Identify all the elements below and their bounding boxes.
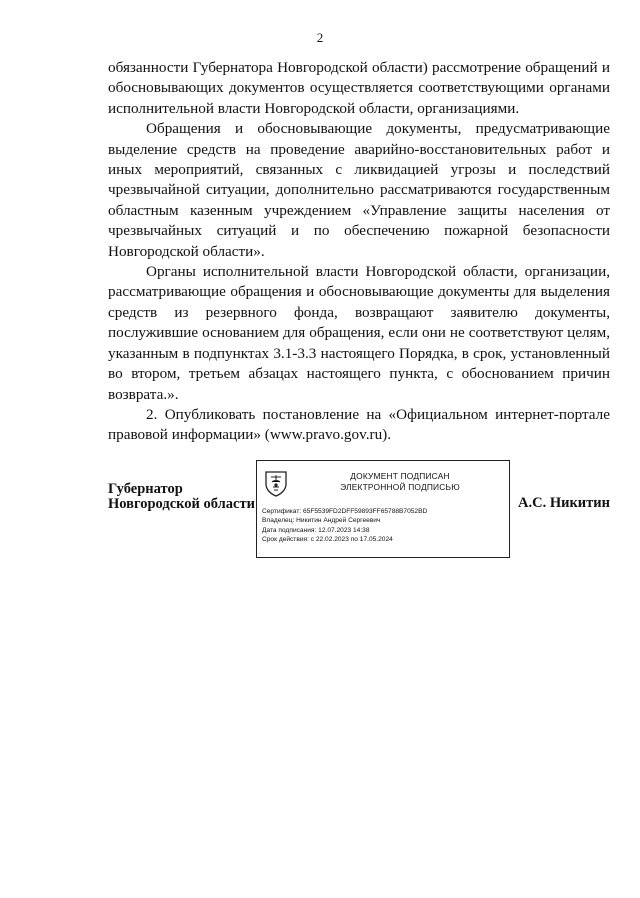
signatory-title-line1: Губернатор	[108, 481, 183, 497]
coat-of-arms-icon	[263, 469, 289, 497]
paragraph-4: 2. Опубликовать постановление на «Официальном интернет-портале правовой информации» (www.pravo.gov.ru).	[108, 405, 610, 444]
signatory-title	[108, 482, 255, 512]
stamp-heading-line2: ЭЛЕКТРОННОЙ ПОДПИСЬЮ	[340, 482, 460, 492]
signatory-name: А.С. Никитин	[518, 495, 610, 511]
stamp-certificate: Сертификат: 65F5539FD2DFF59893FF65788B7052BD	[262, 508, 428, 515]
paragraph-2: Обращения и обосновывающие документы, предусматривающие выделение средств на проведение аварийно-восстановительных работ и иных мероприятий, связанных с ликвидацией угрозы и последствий чрезвычайной ситуации, дополнительно рассматриваются государственным областным казенным учреждением «Управление защиты населения от чрезвычайных ситуаций и по обеспечению пожарной безопасности Новгородской области».	[108, 120, 610, 260]
signature-block	[108, 471, 610, 562]
paragraph-1: обязанности Губернатора Новгородской области) рассмотрение обращений и обосновывающих документов осуществляется соответствующими органами исполнительной власти Новгородской области, организациями.	[108, 59, 610, 117]
electronic-signature-stamp	[256, 460, 510, 558]
page-number: 2	[316, 30, 324, 45]
document-body	[108, 58, 610, 446]
stamp-validity: Срок действия: с 22.02.2023 по 17.05.2024	[262, 535, 393, 543]
stamp-owner: Владелец: Никитин Андрей Сергеевич	[262, 517, 381, 525]
stamp-heading-line1: ДОКУМЕНТ ПОДПИСАН	[350, 471, 450, 481]
stamp-details	[262, 507, 427, 544]
paragraph-3: Органы исполнительной власти Новгородской области, организации, рассматривающие обращения и обосновывающие документы для выделения средств из резервного фонда, возвращают заявителю документы, послужившие основанием для обращения, если они не соответствуют целям, указанным в подпунктах 3.1-3.3 настоящего Порядка, в срок, установленный во втором, третьем абзацах настоящего пункта, с обоснованием причин возврата.».	[108, 263, 610, 403]
signatory-title-line2: Новгородской области	[108, 496, 255, 512]
stamp-heading	[295, 471, 505, 493]
stamp-signed-date: Дата подписания: 12.07.2023 14:38	[262, 526, 370, 534]
